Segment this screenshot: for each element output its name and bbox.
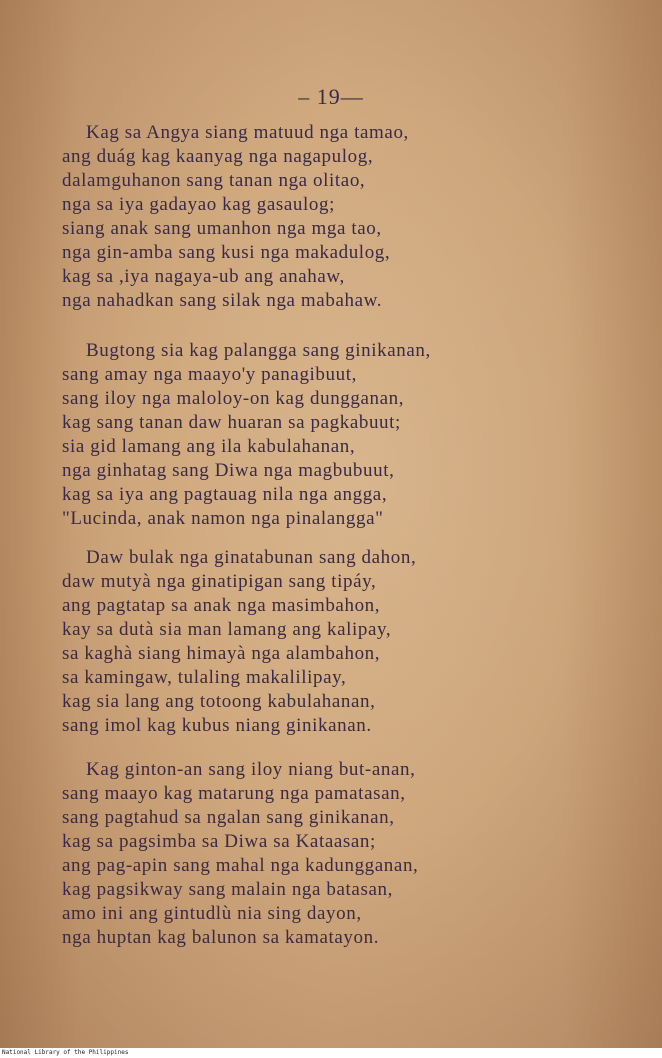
verse-line: daw mutyà nga ginatipigan sang tipáy, bbox=[62, 571, 377, 592]
verse-line: nga nahadkan sang silak nga mabahaw. bbox=[62, 290, 383, 311]
footer-bar bbox=[0, 1048, 662, 1058]
verse-line: sang maayo kag matarung nga pamatasan, bbox=[62, 783, 406, 804]
verse-line: ang duág kag kaanyag nga nagapulog, bbox=[62, 146, 374, 167]
verse-line: sa kamingaw, tulaling makalilipay, bbox=[62, 667, 347, 688]
verse-line: dalamguhanon sang tanan nga olitao, bbox=[62, 170, 366, 191]
verse-line: kag sang tanan daw huaran sa pagkabuut; bbox=[62, 412, 401, 433]
verse-line: Bugtong sia kag palangga sang ginikanan, bbox=[86, 340, 431, 361]
verse-line: kag sa iya ang pagtauag nila nga angga, bbox=[62, 484, 388, 505]
verse-line: nga sa iya gadayao kag gasaulog; bbox=[62, 194, 335, 215]
stanza-3 bbox=[62, 546, 622, 738]
verse-line: kag sa pagsimba sa Diwa sa Kataasan; bbox=[62, 831, 376, 852]
verse-line: amo ini ang gintudlù nia sing dayon, bbox=[62, 903, 362, 924]
verse-line: Kag sa Angya siang matuud nga tamao, bbox=[86, 122, 409, 143]
verse-line: siang anak sang umanhon nga mga tao, bbox=[62, 218, 382, 239]
verse-line: ang pag-apin sang mahal nga kadungganan, bbox=[62, 855, 419, 876]
verse-line: sia gid lamang ang ila kabulahanan, bbox=[62, 436, 356, 457]
verse-line: sa kaghà siang himayà nga alambahon, bbox=[62, 643, 381, 664]
verse-line: kag sa ,iya nagaya-ub ang anahaw, bbox=[62, 266, 345, 287]
verse-line: "Lucinda, anak namon nga pinalangga" bbox=[62, 508, 384, 529]
verse-line: nga ginhatag sang Diwa nga magbubuut, bbox=[62, 460, 395, 481]
verse-line: kag sia lang ang totoong kabulahanan, bbox=[62, 691, 376, 712]
verse-line: sang pagtahud sa ngalan sang ginikanan, bbox=[62, 807, 395, 828]
footer-credit: National Library of the Philippines bbox=[2, 1049, 129, 1056]
verse-line: Kag ginton-an sang iloy niang but-anan, bbox=[86, 759, 416, 780]
verse-line: Daw bulak nga ginatabunan sang dahon, bbox=[86, 547, 417, 568]
verse-line: sang amay nga maayo'y panagibuut, bbox=[62, 364, 357, 385]
stanza-1 bbox=[62, 121, 622, 313]
verse-line: sang imol kag kubus niang ginikanan. bbox=[62, 715, 372, 736]
stanza-4 bbox=[62, 758, 622, 950]
stanza-2 bbox=[62, 339, 622, 531]
verse-line: nga gin-amba sang kusi nga makadulog, bbox=[62, 242, 391, 263]
verse-line: ang pagtatap sa anak nga masimbahon, bbox=[62, 595, 381, 616]
page-number: – 19— bbox=[298, 84, 364, 109]
verse-line: kag pagsikway sang malain nga batasan, bbox=[62, 879, 393, 900]
verse-line: sang iloy nga maloloy-on kag dungganan, bbox=[62, 388, 405, 409]
verse-line: nga huptan kag balunon sa kamatayon. bbox=[62, 927, 380, 948]
verse-line: kay sa dutà sia man lamang ang kalipay, bbox=[62, 619, 392, 640]
